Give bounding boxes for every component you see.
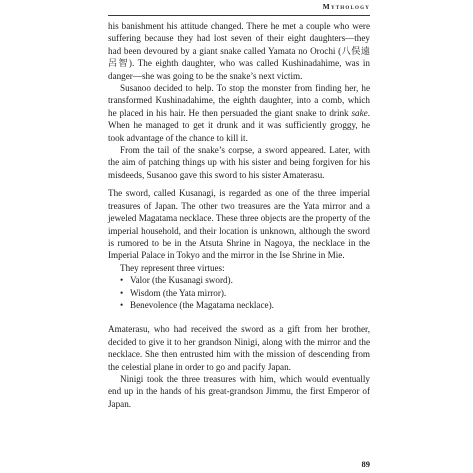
running-head (108, 1, 370, 16)
paragraph-sword-appears: From the tail of the snake’s corpse, a sword appeared. Later, with the aim of patching things up with his sister and being forgiven for his misdeeds, Susanoo gave this sword to his sister Amaterasu. (108, 145, 370, 180)
paragraph-susanoo-help (108, 82, 370, 144)
italic-term-sake: sake (351, 107, 368, 118)
paragraph-kusanagi: The sword, called Kusanagi, is regarded as one of the three imperial treasures of Japan. The other two treasures are the Yata mirror and a jeweled Magatama necklace. These three objects are the property of the imperial household, and their location is unknown, although the sword is rumored to be in the Atsuta Shrine in Nagoya, the necklace in the Imperial Palace in Tokyo and the mirror in the Ise Shrine in Mie. (108, 188, 370, 261)
list-item-wisdom: • Wisdom (the Yata mirror). (130, 287, 370, 299)
paragraph-amaterasu-gift: Amaterasu, who had received the sword as a gift from her brother, decided to give it to her grandson Ninigi, along with the mirror and the necklace. She then entrusted him with the mission of descending from the celestial plane in order to go and pacify Japan. (108, 324, 370, 372)
body-text (108, 20, 370, 410)
paragraph-text: . When he managed to get it drunk and it was sufficiently groggy, he took advantage of the chance to kill it. (108, 107, 370, 143)
page-number: 89 (361, 459, 370, 469)
list-item-valor: • Valor (the Kusanagi sword). (130, 274, 370, 286)
paragraph-ninigi: Ninigi took the three treasures with him, which would eventually end up in the hands of his great-grandson Jimmu, the first Emperor of Japan. (108, 373, 370, 409)
virtues-list (108, 274, 370, 311)
list-item-benevolence: • Benevolence (the Magatama necklace). (130, 299, 370, 311)
paragraph-virtues-intro: They represent three virtues: (120, 262, 225, 273)
running-head-title: Mythology (322, 2, 370, 11)
paragraph-text: Susanoo decided to help. To stop the monster from finding her, he transformed Kushinadahime, the eighth daughter, into a comb, which he placed in his hair. He then persuaded the giant snake to drink (108, 83, 370, 118)
paragraph-continuation: his banishment his attitude changed. There he met a couple who were suffering because they had lost seven of their eight daughters—they had been devoured by a giant snake called Yamata no Orochi (八俣遠呂智). The eighth daughter, who was called Kushinadahime, was in danger—she was going to be the snake’s next victim. (108, 21, 370, 81)
